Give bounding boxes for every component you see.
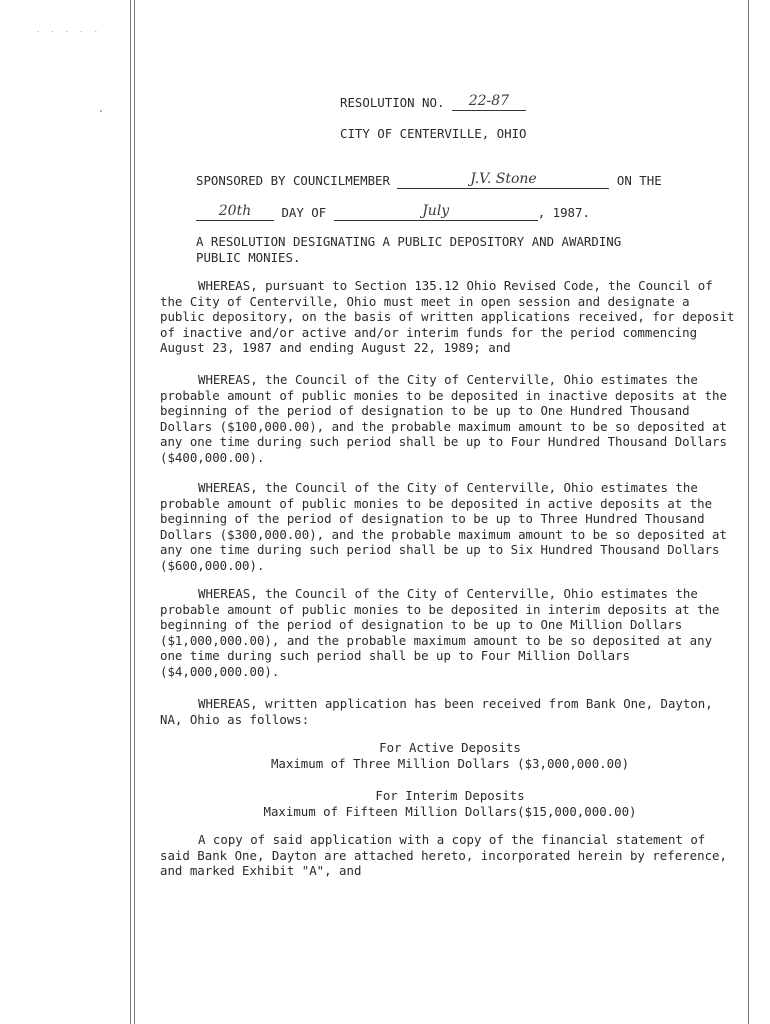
left-margin-line-inner <box>134 0 135 1024</box>
sponsor-name: J.V. Stone <box>397 172 609 189</box>
sponsor-year: , 1987. <box>537 205 590 220</box>
right-margin-line <box>748 0 749 1024</box>
left-margin-line <box>130 0 131 1024</box>
resolution-number: 22-87 <box>452 94 526 111</box>
city-heading: CITY OF CENTERVILLE, OHIO <box>340 126 527 141</box>
sponsor-on-the: ON THE <box>616 173 662 188</box>
active-deposits-heading: For Active Deposits <box>379 740 521 755</box>
paragraph-6-text: A copy of said application with a copy of the financial statement of said Bank One, Dayton are attached hereto, incorporated herein by reference, and marked Exhibit "A", and <box>160 832 727 879</box>
paragraph-2-text: WHEREAS, the Council of the City of Centerville, Ohio estimates the probable amount of public monies to be deposited in inactive deposits at the beginning of the period of designation to be up to One Hundred Thousand Dollars ($100,000.00), and the probable maximum amount to be so deposited at any one time during such period shall be up to Four Hundred Thousand Dollars ($400,000.00). <box>160 372 727 465</box>
margin-marks: . . . . . <box>36 26 101 34</box>
resolution-title-line1: A RESOLUTION DESIGNATING A PUBLIC DEPOSITORY AND AWARDING <box>196 234 622 249</box>
sponsor-day: 20th <box>196 204 274 221</box>
paragraph-2 <box>160 372 740 466</box>
active-deposits-maximum: Maximum of Three Million Dollars ($3,000,000.00) <box>270 756 630 771</box>
stray-mark <box>100 110 102 112</box>
paragraph-3-text: WHEREAS, the Council of the City of Centerville, Ohio estimates the probable amount of public monies to be deposited in active deposits at the beginning of the period of designation to be up to Three Hundred Thousand Dollars ($300,000.00), and the probable maximum amount to be so deposited at any one time during such period shall be up to Six Hundred Thousand Dollars ($600,000.00). <box>160 480 727 573</box>
sponsor-day-of: DAY OF <box>281 205 327 220</box>
resolution-label: RESOLUTION NO. <box>340 95 445 110</box>
date-line <box>196 204 590 221</box>
paragraph-4-text: WHEREAS, the Council of the City of Centerville, Ohio estimates the probable amount of public monies to be deposited in interim deposits at the beginning of the period of designation to be up to One Million Dollars ($1,000,000.00), and the probable maximum amount to be so deposited at any one time during such period shall be up to Four Million Dollars ($4,000,000.00). <box>160 586 720 679</box>
paragraph-4 <box>160 586 740 680</box>
sponsor-month: July <box>334 204 538 221</box>
paragraph-5-text: WHEREAS, written application has been received from Bank One, Dayton, NA, Ohio as follows: <box>160 696 713 727</box>
resolution-title-line2: PUBLIC MONIES. <box>196 250 301 265</box>
resolution-line <box>340 94 526 111</box>
interim-deposits-maximum: Maximum of Fifteen Million Dollars($15,000,000.00) <box>263 804 637 819</box>
paragraph-1 <box>160 278 740 356</box>
sponsor-line <box>196 172 662 189</box>
paragraph-6 <box>160 832 740 879</box>
interim-deposits-heading: For Interim Deposits <box>375 788 525 803</box>
paragraph-3 <box>160 480 740 574</box>
paragraph-5 <box>160 696 740 727</box>
paragraph-1-text: WHEREAS, pursuant to Section 135.12 Ohio Revised Code, the Council of the City of Centerville, Ohio must meet in open session and designate a public depository, on the basis of written applications received, for deposit of inactive and/or active and/or interim funds for the period commencing August 23, 1987 and ending August 22, 1989; and <box>160 278 735 356</box>
sponsor-label: SPONSORED BY COUNCILMEMBER <box>196 173 390 188</box>
